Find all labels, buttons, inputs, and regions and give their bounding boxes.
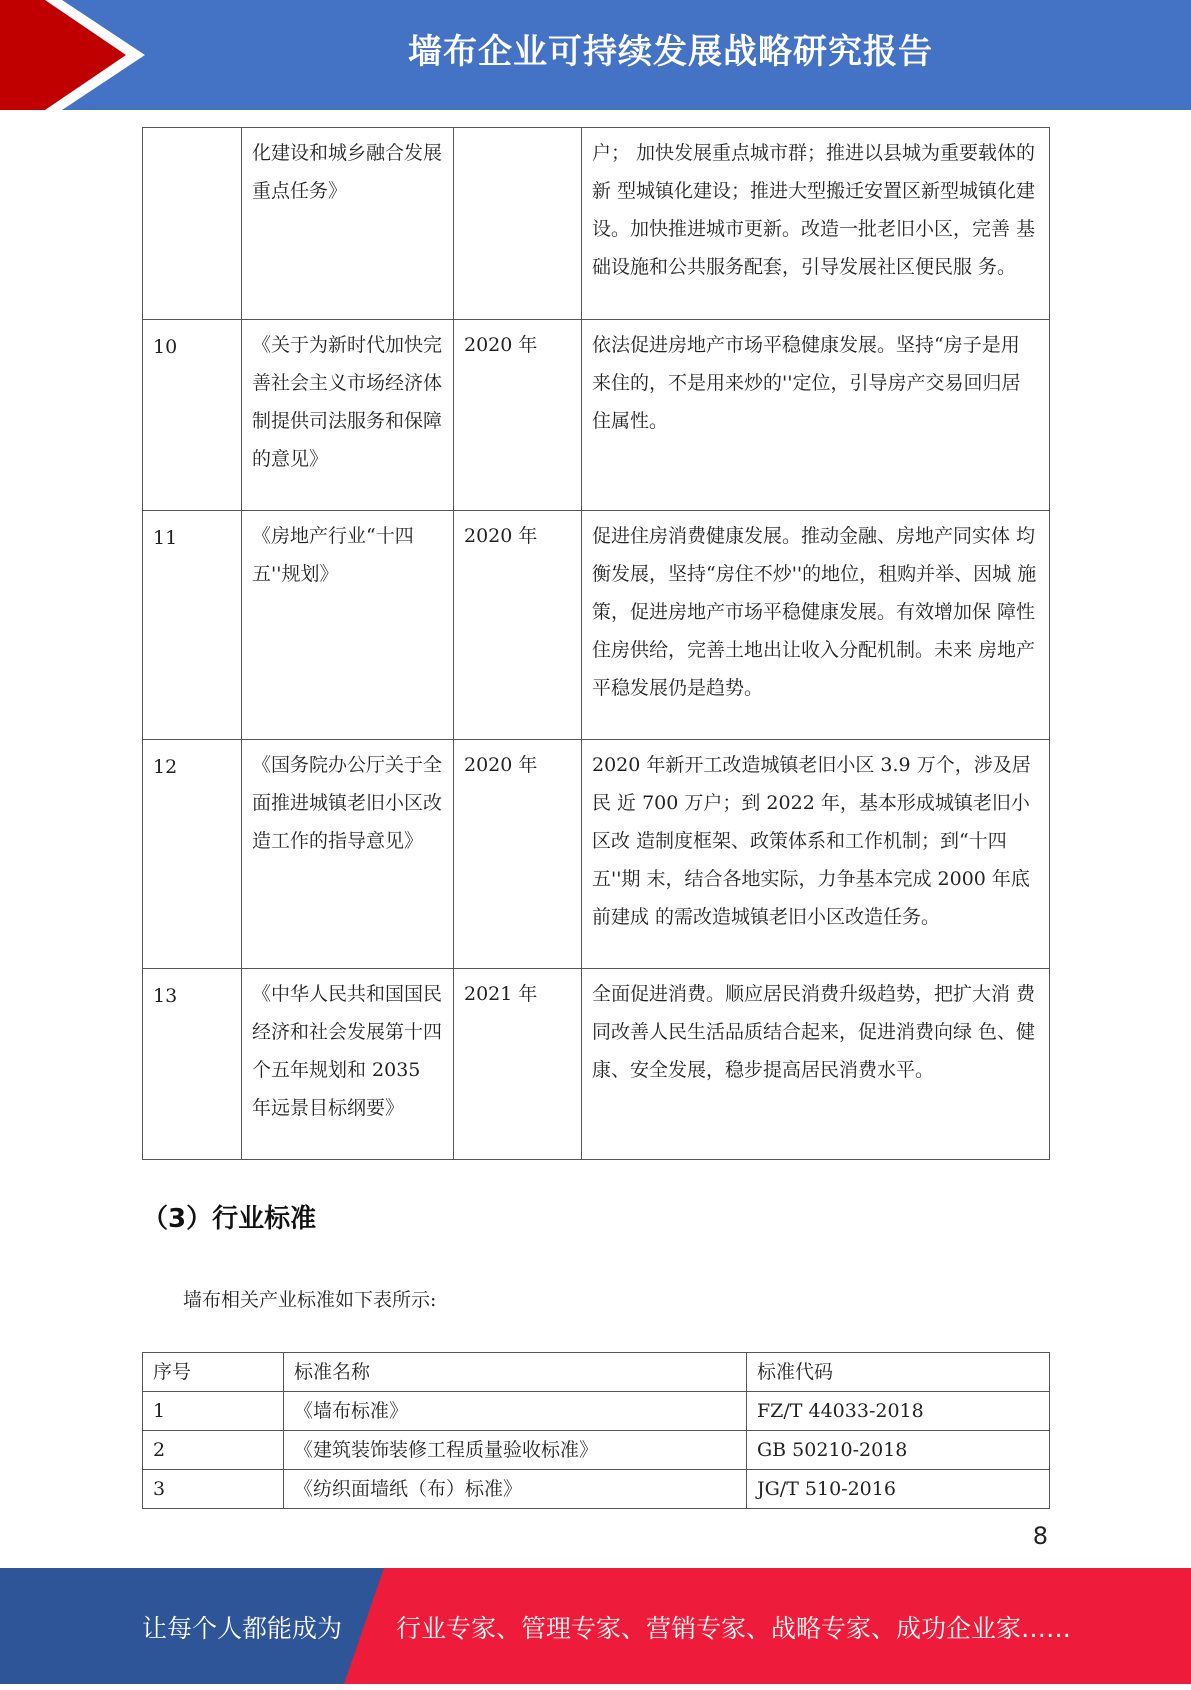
table-row (143, 1392, 1050, 1431)
table-row (143, 511, 1050, 740)
page-header (0, 0, 1191, 110)
standard-name: 《墙布标准》 (284, 1392, 747, 1431)
policy-year: 2020 年 (454, 320, 582, 511)
table-header-row (143, 1353, 1050, 1392)
section-intro: 墙布相关产业标准如下表所示: (183, 1289, 437, 1311)
policy-table (142, 127, 1050, 1160)
policy-name: 《中华人民共和国国民经济和社会发展第十四个五年规划和 2035 年远景目标纲要》 (242, 969, 454, 1160)
table-row (143, 128, 1050, 320)
policy-no: 13 (143, 969, 242, 1160)
policy-no: 12 (143, 740, 242, 969)
policy-year: 2021 年 (454, 969, 582, 1160)
section-heading: （3）行业标准 (142, 1204, 317, 1234)
policy-content: 依法促进房地产市场平稳健康发展。坚持“房子是用 来住的，不是用来炒的''定位，引导房产交易回归居 住属性。 (582, 320, 1050, 511)
policy-year: 2020 年 (454, 511, 582, 740)
column-header: 标准代码 (747, 1353, 1050, 1392)
policy-name: 《房地产行业“十四五''规划》 (242, 511, 454, 740)
table-row (143, 969, 1050, 1160)
policy-name: 化建设和城乡融合发展重点任务》 (242, 128, 454, 320)
policy-name: 《关于为新时代加快完善社会主义市场经济体制提供司法服务和保障的意见》 (242, 320, 454, 511)
column-header: 标准名称 (284, 1353, 747, 1392)
table-row (143, 1470, 1050, 1509)
policy-content: 促进住房消费健康发展。推动金融、房地产同实体 均衡发展，坚持“房住不炒''的地位，租购并举、因城 施策，促进房地产市场平稳健康发展。有效增加保 障性住房供给，完善土地出让收入分配机制。未来 房地产平稳发展仍是趋势。 (582, 511, 1050, 740)
standards-table (142, 1352, 1050, 1509)
policy-no: 10 (143, 320, 242, 511)
policy-year (454, 128, 582, 320)
policy-year: 2020 年 (454, 740, 582, 969)
standard-code: GB 50210-2018 (747, 1431, 1050, 1470)
footer-slogan-right: 行业专家、管理专家、营销专家、战略专家、成功企业家…… (396, 1614, 1072, 1643)
policy-no (143, 128, 242, 320)
policy-no: 11 (143, 511, 242, 740)
table-row (143, 740, 1050, 969)
standard-no: 3 (143, 1470, 284, 1509)
policy-content: 全面促进消费。顺应居民消费升级趋势，把扩大消 费同改善人民生活品质结合起来，促进消费向绿 色、健康、安全发展，稳步提高居民消费水平。 (582, 969, 1050, 1160)
standard-no: 2 (143, 1431, 284, 1470)
standard-no: 1 (143, 1392, 284, 1431)
standard-code: FZ/T 44033-2018 (747, 1392, 1050, 1431)
policy-name: 《国务院办公厅关于全面推进城镇老旧小区改造工作的指导意见》 (242, 740, 454, 969)
page-footer (0, 1568, 1191, 1684)
standard-name: 《纺织面墙纸（布）标准》 (284, 1470, 747, 1509)
standard-name: 《建筑装饰装修工程质量验收标准》 (284, 1431, 747, 1470)
policy-content: 户； 加快发展重点城市群；推进以县城为重要载体的新 型城镇化建设；推进大型搬迁安置区新型城镇化建 设。加快推进城市更新。改造一批老旧小区，完善 基础设施和公共服务配套，引导发展社区便民服 务。 (582, 128, 1050, 320)
table-row (143, 1431, 1050, 1470)
policy-content: 2020 年新开工改造城镇老旧小区 3.9 万个，涉及居民 近 700 万户；到 2022 年，基本形成城镇老旧小区改 造制度框架、政策体系和工作机制；到“十四五''期 末，结合各地实际，力争基本完成 2000 年底前建成 的需改造城镇老旧小区改造任务。 (582, 740, 1050, 969)
report-title: 墙布企业可持续发展战略研究报告 (408, 32, 933, 72)
column-header: 序号 (143, 1353, 284, 1392)
table-row (143, 320, 1050, 511)
standard-code: JG/T 510-2016 (747, 1470, 1050, 1509)
page-number: 8 (1032, 1522, 1048, 1550)
footer-slogan-left: 让每个人都能成为 (142, 1614, 343, 1643)
